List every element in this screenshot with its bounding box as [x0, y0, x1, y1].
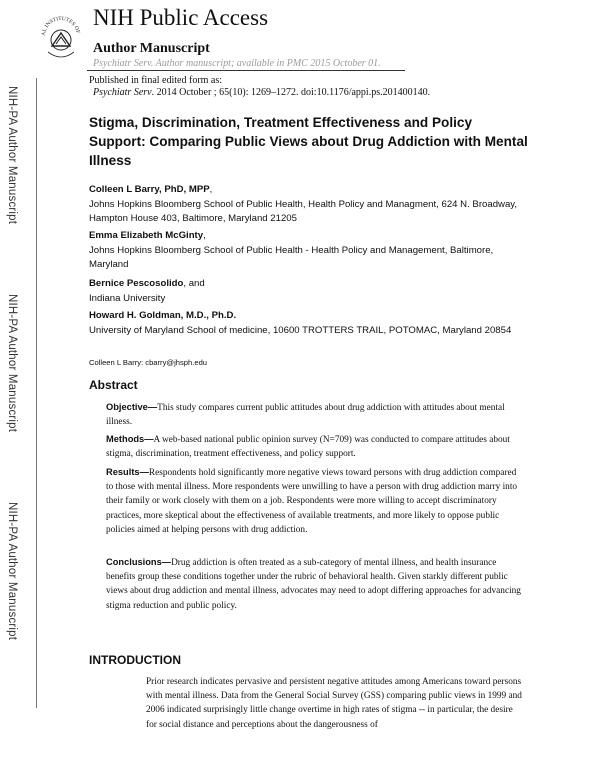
correspondence-email: Colleen L Barry: cbarry@jhsph.edu: [89, 358, 208, 367]
introduction-text: Prior research indicates pervasive and persistent negative attitudes among Americans toward persons with mental illness. Data from the General Social Survey (GSS) comparing public views in 1999 and 2006 indicated surprisingly little change overtime in high rates of stigma -- in particular, the desire for social distance and perceptions about the dangerousness of: [146, 677, 522, 730]
author-name: Howard H. Goldman, M.D., Ph.D.: [89, 310, 237, 321]
journal-name: Psychiatr Serv: [93, 87, 152, 98]
author-affiliation: University of Maryland School of medicine, 10600 TROTTERS TRAIL, POTOMAC, Maryland 20854: [89, 325, 512, 336]
publication-line: Published in final edited form as:: [89, 75, 223, 86]
author-name: Bernice Pescosolido: [89, 278, 184, 289]
header-subtitle: Author Manuscript: [93, 41, 210, 56]
nih-seal-icon: [38, 6, 84, 68]
logo-text: AL INSTITUTES OF: [40, 15, 81, 37]
author-block: [89, 229, 529, 272]
availability-note: Psychiatr Serv. Author manuscript; available in PMC 2015 October 01.: [93, 58, 381, 69]
abstract-heading: Abstract: [89, 378, 138, 392]
author-block: [89, 277, 529, 306]
abstract-text: A web-based national public opinion survey (N=709) was conducted to compare attitudes about stigma, discrimination, treatment effectiveness, and policy support.: [106, 435, 510, 460]
sidebar-label: NIH-PA Author Manuscript: [6, 502, 18, 641]
abstract-text: Drug addiction is often treated as a sub-category of mental illness, and health insurance benefits group these conditions together under the rubric of behavioral health. Given starkly different public views about drug addiction and mental illness, advocates may need to adopt differing approaches for advancing stigma reduction and public policy.: [106, 558, 521, 611]
abstract-text: Respondents hold significantly more negative views toward persons with drug addiction compared to those with mental illness. More respondents were unwilling to have a person with drug addiction marry into their family or work closely with them on a job. Respondents were more willing to accept discriminatory practices, more skeptical about the effectiveness of available treatments, and more likely to oppose public policies aimed at helping persons with drug addiction.: [106, 468, 518, 535]
header-divider: [87, 70, 405, 71]
abstract-label: Methods—: [106, 434, 154, 444]
abstract-label: Results—: [106, 467, 149, 477]
author-block: [89, 309, 529, 338]
sidebar-label: NIH-PA Author Manuscript: [6, 86, 18, 225]
abstract-text: This study compares current public attitudes about drug addiction with attitudes about mental illness.: [106, 403, 505, 428]
author-name: Emma Elizabeth McGinty: [89, 230, 204, 241]
introduction-heading: INTRODUCTION: [89, 653, 181, 667]
author-suffix: ,: [209, 184, 213, 195]
author-affiliation: Johns Hopkins Bloomberg School of Public Health - Health Policy and Management, Baltimore, Maryland: [89, 245, 494, 270]
citation: [93, 87, 430, 98]
article-title: Stigma, Discrimination, Treatment Effectiveness and Policy Support: Comparing Public Views about Drug Addiction with Mental Illness: [89, 115, 528, 168]
author-suffix: ,: [203, 230, 206, 241]
sidebar: [18, 78, 37, 708]
abstract-methods: [106, 432, 524, 461]
abstract-label: Conclusions—: [106, 557, 172, 567]
author-block: [89, 183, 529, 226]
svg-text:NATIONAL INSTITUTES OF HEALTH: [38, 6, 81, 36]
author-suffix: , and: [183, 278, 205, 289]
abstract-conclusions: [106, 555, 524, 613]
author-name: Colleen L Barry, PhD, MPP: [89, 184, 210, 195]
citation-details: . 2014 October ; 65(10): 1269–1272. doi:10.1176/appi.ps.201400140.: [151, 87, 431, 98]
header-title: NIH Public Access: [93, 5, 269, 30]
abstract-results: [106, 465, 524, 537]
abstract-label: Objective—: [106, 402, 158, 412]
author-affiliation: Indiana University: [89, 293, 166, 304]
abstract-objective: [106, 400, 524, 429]
sidebar-label: NIH-PA Author Manuscript: [6, 294, 18, 433]
author-affiliation: Johns Hopkins Bloomberg School of Public Health, Health Policy and Managment, 624 N. Broadway, Hampton House 403, Baltimore, Maryland 21205: [89, 199, 518, 224]
